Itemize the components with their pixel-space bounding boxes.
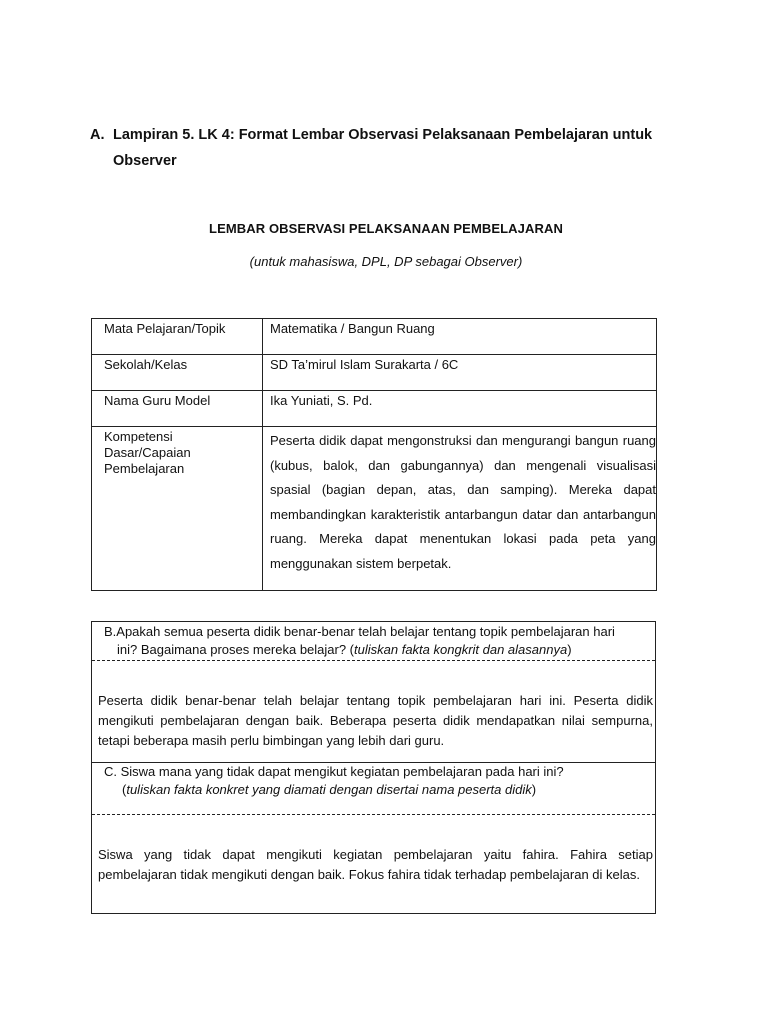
table-row <box>92 355 657 391</box>
document-subtitle: (untuk mahasiswa, DPL, DP sebagai Observer) <box>249 254 523 269</box>
answer-b: Peserta didik benar-benar telah belajar tentang topik pembelajaran hari ini. Peserta didik mengikuti pembelajaran dengan baik. Beberapa peserta didik mendapatkan nilai sempurna, tetapi beberapa masih perlu bimbingan yang lebih dari guru. <box>98 693 653 748</box>
question-b-line2: ini? Bagaimana proses mereka belajar? (tuliskan fakta kongkrit dan alasannya) <box>117 642 572 657</box>
answer-c: Siswa yang tidak dapat mengikuti kegiatan pembelajaran yaitu fahira. Fahira setiap pembelajaran tidak mengikuti dengan baik. Fokus fahira tidak terhadap pembelajaran di kelas. <box>98 847 653 882</box>
question-b-line1: B.Apakah semua peserta didik benar-benar telah belajar tentang topik pembelajaran hari <box>104 624 615 639</box>
row-label <box>92 427 263 591</box>
row-label: Sekolah/Kelas <box>92 355 263 391</box>
dashed-divider <box>92 814 655 815</box>
section-heading-line1: Lampiran 5. LK 4: Format Lembar Observasi Pelaksanaan Pembelajaran untuk <box>113 127 653 143</box>
section-heading-line2: Observer <box>113 153 177 169</box>
section-number: A. <box>90 127 105 143</box>
row-value: Matematika / Bangun Ruang <box>263 319 657 355</box>
section-heading <box>90 122 690 174</box>
question-b <box>104 623 649 659</box>
table-row <box>92 427 657 591</box>
observation-questions-box <box>91 621 656 914</box>
question-c <box>104 763 649 799</box>
table-row <box>92 319 657 355</box>
table-row <box>92 391 657 427</box>
row-label: Nama Guru Model <box>92 391 263 427</box>
row-label-line: Pembelajaran <box>104 461 185 476</box>
dashed-divider <box>92 660 655 661</box>
row-label: Mata Pelajaran/Topik <box>92 319 263 355</box>
row-value: Ika Yuniati, S. Pd. <box>263 391 657 427</box>
question-c-line1: C. Siswa mana yang tidak dapat mengikut kegiatan pembelajaran pada hari ini? <box>104 764 564 779</box>
row-value: SD Ta’mirul Islam Surakarta / 6C <box>263 355 657 391</box>
row-value: Peserta didik dapat mengonstruksi dan mengurangi bangun ruang (kubus, balok, dan gabungannya) dan mengenali visualisasi spasial (bagian depan, atas, dan samping). Mereka dapat membandingkan karakteristik antarbangun datar dan antarbangun ruang. Mereka dapat menentukan lokasi pada peta yang menggunakan sistem berpetak. <box>263 427 657 591</box>
question-c-line2: (tuliskan fakta konkret yang diamati dengan disertai nama peserta didik) <box>122 782 537 797</box>
info-table <box>91 318 657 591</box>
row-label-line: Dasar/Capaian <box>104 445 191 460</box>
document-title: LEMBAR OBSERVASI PELAKSANAAN PEMBELAJARAN <box>209 221 563 236</box>
row-label-line: Kompetensi <box>104 429 173 444</box>
